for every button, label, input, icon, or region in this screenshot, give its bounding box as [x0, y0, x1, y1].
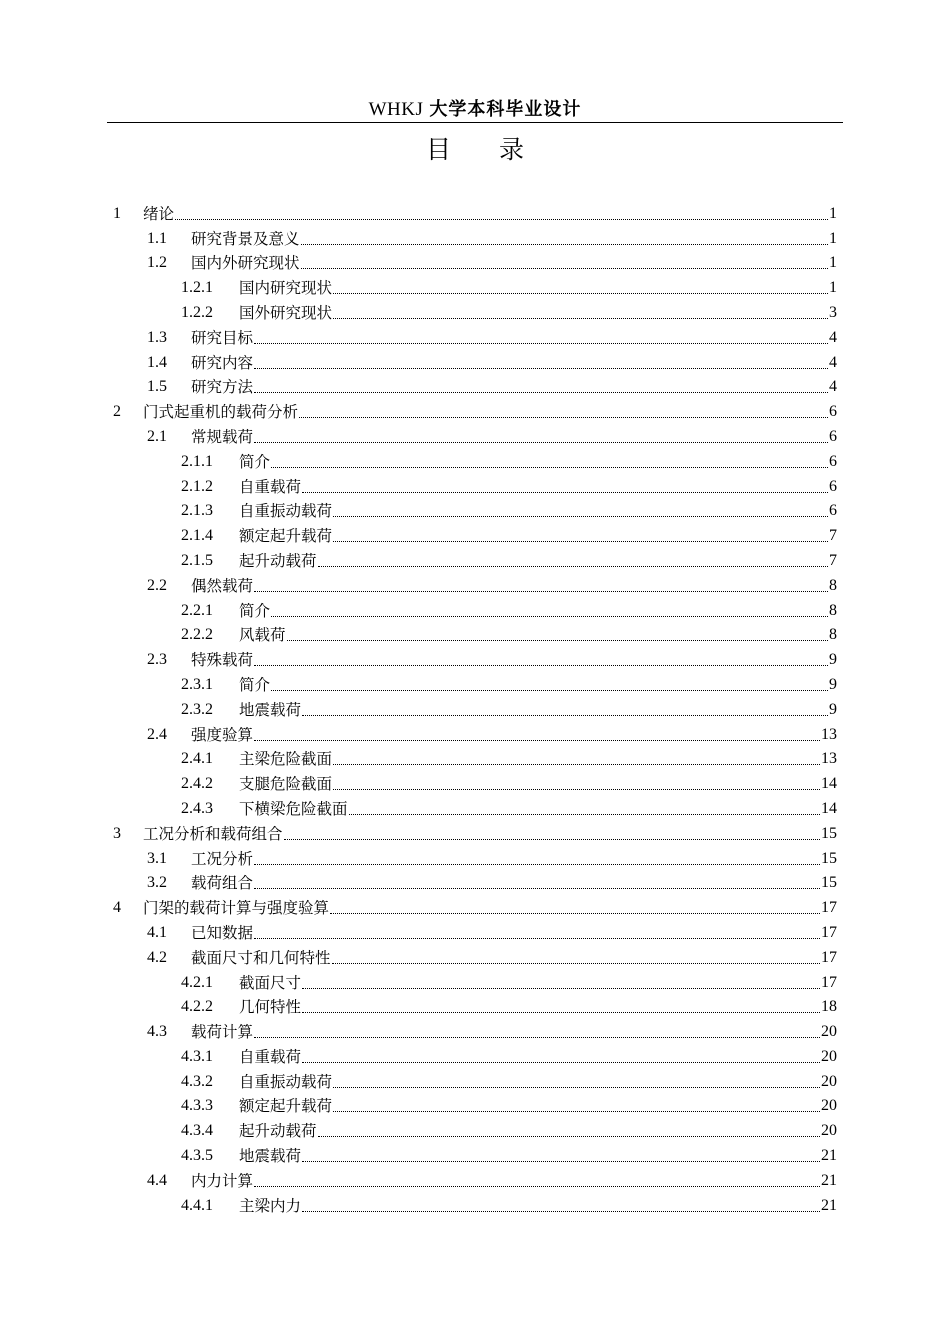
toc-entry-number: 2.2: [147, 576, 167, 594]
toc-dot-leader: [302, 988, 820, 989]
toc-entry[interactable]: [113, 298, 837, 323]
toc-entry-number: 2.1.1: [181, 452, 213, 470]
toc-entry[interactable]: [113, 993, 837, 1018]
toc-entry-title: 国内外研究现状: [191, 254, 300, 273]
toc-entry-page: 17: [821, 923, 837, 941]
toc-entry-page: 7: [829, 551, 837, 569]
toc-entry-title: 主梁危险截面: [239, 750, 333, 769]
toc-entry[interactable]: [113, 323, 837, 348]
toc-entry-title: 载荷计算: [191, 1023, 254, 1042]
toc-entry-number: 1.5: [147, 378, 167, 396]
toc-entry-title: 自重载荷: [239, 477, 302, 496]
toc-entry-page: 1: [829, 279, 837, 297]
toc-entry-number: 2.1.5: [181, 551, 213, 569]
toc-entry-title: 研究背景及意义: [191, 229, 300, 248]
toc-entry-number: 1: [113, 204, 121, 222]
toc-dot-leader: [254, 368, 828, 369]
toc-entry-title: 强度验算: [191, 725, 254, 744]
toc-entry[interactable]: [113, 596, 837, 621]
toc-entry[interactable]: [113, 869, 837, 894]
toc-dot-leader: [318, 566, 828, 567]
toc-entry-page: 8: [829, 626, 837, 644]
toc-entry-number: 1.2.2: [181, 303, 213, 321]
toc-entry[interactable]: [113, 794, 837, 819]
toc-dot-leader: [333, 516, 828, 517]
toc-entry-number: 4.3.2: [181, 1072, 213, 1090]
toc-entry-number: 1.2.1: [181, 279, 213, 297]
toc-dot-leader: [254, 392, 828, 393]
toc-entry[interactable]: [113, 1042, 837, 1067]
toc-entry-title: 简介: [239, 452, 271, 471]
toc-entry-title: 特殊载荷: [191, 651, 254, 670]
toc-entry-title: 自重振动载荷: [239, 1072, 333, 1091]
toc-dot-leader: [287, 640, 828, 641]
toc-entry[interactable]: [113, 422, 837, 447]
toc-entry-title: 地震载荷: [239, 700, 302, 719]
toc-dot-leader: [254, 343, 828, 344]
toc-dot-leader: [271, 616, 828, 617]
toc-entry-title: 研究目标: [191, 328, 254, 347]
toc-entry-page: 6: [829, 477, 837, 495]
toc-entry[interactable]: [113, 273, 837, 298]
toc-entry-page: 21: [821, 1196, 837, 1214]
toc-entry[interactable]: [113, 1166, 837, 1191]
toc-dot-leader: [301, 244, 828, 245]
header-rule: [107, 122, 843, 123]
toc-dot-leader: [301, 268, 828, 269]
toc-dot-leader: [330, 913, 820, 914]
toc-entry-title: 简介: [239, 601, 271, 620]
toc-entry-page: 20: [821, 1072, 837, 1090]
toc-entry[interactable]: [113, 373, 837, 398]
toc-dot-leader: [299, 417, 828, 418]
toc-entry-title: 门式起重机的载荷分析: [143, 403, 299, 422]
toc-entry-number: 4.2: [147, 948, 167, 966]
toc-entry-page: 15: [821, 824, 837, 842]
toc-entry[interactable]: [113, 819, 837, 844]
toc-entry-number: 2.3: [147, 651, 167, 669]
toc-entry-title: 内力计算: [191, 1171, 254, 1190]
toc-entry[interactable]: [113, 249, 837, 274]
toc-entry-number: 1.4: [147, 353, 167, 371]
toc-dot-leader: [333, 764, 820, 765]
toc-entry-page: 9: [829, 651, 837, 669]
toc-entry[interactable]: [113, 348, 837, 373]
toc-entry-number: 3.1: [147, 849, 167, 867]
page-header: [107, 96, 843, 122]
toc-entry[interactable]: [113, 943, 837, 968]
toc-entry-number: 2.4.1: [181, 750, 213, 768]
page-title: 目 录: [426, 135, 544, 164]
toc-dot-leader: [254, 740, 820, 741]
toc-entry-title: 自重载荷: [239, 1047, 302, 1066]
toc-dot-leader: [175, 219, 828, 220]
toc-entry-number: 2.3.2: [181, 700, 213, 718]
toc-entry-page: 15: [821, 849, 837, 867]
toc-entry-title: 工况分析和载荷组合: [143, 824, 283, 843]
toc-entry-page: 1: [829, 254, 837, 272]
toc-entry-number: 2: [113, 403, 121, 421]
toc-entry[interactable]: [113, 769, 837, 794]
toc-entry-title: 国外研究现状: [239, 303, 333, 322]
toc-entry-number: 2.4: [147, 725, 167, 743]
toc-entry-title: 主梁内力: [239, 1196, 302, 1215]
toc-entry[interactable]: [113, 1017, 837, 1042]
toc-entry-page: 6: [829, 427, 837, 445]
toc-entry-page: 17: [821, 973, 837, 991]
toc-entry-number: 2.4.2: [181, 775, 213, 793]
toc-entry[interactable]: [113, 1092, 837, 1117]
toc-entry-page: 8: [829, 576, 837, 594]
toc-dot-leader: [254, 1037, 820, 1038]
toc-entry[interactable]: [113, 224, 837, 249]
toc-entry-page: 13: [821, 725, 837, 743]
toc-dot-leader: [333, 293, 828, 294]
toc-entry-page: 21: [821, 1147, 837, 1165]
table-of-contents: [113, 199, 837, 1216]
toc-entry-number: 4.3.3: [181, 1097, 213, 1115]
toc-dot-leader: [254, 938, 820, 939]
toc-entry-number: 3: [113, 824, 121, 842]
toc-entry-number: 2.2.1: [181, 601, 213, 619]
toc-entry-title: 国内研究现状: [239, 279, 333, 298]
toc-dot-leader: [302, 492, 828, 493]
toc-entry-title: 简介: [239, 675, 271, 694]
toc-entry-number: 2.4.3: [181, 799, 213, 817]
toc-entry-title: 几何特性: [239, 998, 302, 1017]
toc-entry-number: 4.4.1: [181, 1196, 213, 1214]
toc-entry[interactable]: [113, 1116, 837, 1141]
toc-entry-number: 2.1.4: [181, 527, 213, 545]
toc-dot-leader: [271, 467, 828, 468]
toc-entry-page: 15: [821, 874, 837, 892]
toc-entry-number: 4.3: [147, 1023, 167, 1041]
toc-entry-title: 截面尺寸: [239, 973, 302, 992]
toc-entry[interactable]: [113, 695, 837, 720]
toc-entry[interactable]: [113, 918, 837, 943]
toc-entry-page: 4: [829, 353, 837, 371]
toc-entry-number: 1.3: [147, 328, 167, 346]
toc-entry-page: 20: [821, 1023, 837, 1041]
toc-entry[interactable]: [113, 571, 837, 596]
toc-entry-number: 4.1: [147, 923, 167, 941]
toc-entry-page: 6: [829, 403, 837, 421]
toc-entry[interactable]: [113, 199, 837, 224]
toc-entry-number: 2.1.2: [181, 477, 213, 495]
toc-dot-leader: [349, 814, 820, 815]
toc-entry-page: 6: [829, 502, 837, 520]
toc-dot-leader: [254, 591, 828, 592]
toc-dot-leader: [302, 1211, 820, 1212]
header-title: 大学本科毕业设计: [429, 99, 582, 120]
toc-dot-leader: [332, 963, 820, 964]
toc-entry-page: 18: [821, 998, 837, 1016]
toc-dot-leader: [302, 1161, 820, 1162]
toc-dot-leader: [302, 1062, 820, 1063]
toc-dot-leader: [254, 442, 828, 443]
toc-entry-number: 4.2.2: [181, 998, 213, 1016]
toc-entry-title: 研究内容: [191, 353, 254, 372]
toc-entry-title: 风载荷: [239, 626, 286, 645]
toc-entry-page: 7: [829, 527, 837, 545]
toc-entry-title: 起升动载荷: [239, 551, 317, 570]
toc-entry-title: 工况分析: [191, 849, 254, 868]
toc-dot-leader: [318, 1136, 820, 1137]
toc-entry-number: 2.1.3: [181, 502, 213, 520]
toc-dot-leader: [302, 715, 828, 716]
toc-entry-number: 4.4: [147, 1171, 167, 1189]
toc-entry[interactable]: [113, 397, 837, 422]
toc-entry-title: 额定起升载荷: [239, 1097, 333, 1116]
toc-entry-page: 9: [829, 700, 837, 718]
toc-dot-leader: [333, 541, 828, 542]
toc-entry-number: 2.3.1: [181, 675, 213, 693]
toc-entry[interactable]: [113, 670, 837, 695]
toc-entry[interactable]: [113, 621, 837, 646]
toc-entry-title: 门架的载荷计算与强度验算: [143, 899, 330, 918]
toc-entry[interactable]: [113, 497, 837, 522]
toc-entry[interactable]: [113, 546, 837, 571]
toc-entry[interactable]: [113, 968, 837, 993]
toc-entry-page: 13: [821, 750, 837, 768]
toc-entry-page: 4: [829, 378, 837, 396]
toc-entry-title: 起升动载荷: [239, 1122, 317, 1141]
toc-entry[interactable]: [113, 745, 837, 770]
toc-entry-number: 4.3.1: [181, 1047, 213, 1065]
toc-entry-page: 20: [821, 1097, 837, 1115]
toc-entry-page: 17: [821, 899, 837, 917]
toc-entry-title: 下横梁危险截面: [239, 799, 348, 818]
toc-entry-title: 研究方法: [191, 378, 254, 397]
toc-entry[interactable]: [113, 720, 837, 745]
toc-entry-title: 截面尺寸和几何特性: [191, 948, 331, 967]
toc-entry-page: 20: [821, 1122, 837, 1140]
header-school-code: WHKJ: [368, 99, 424, 120]
toc-entry-page: 1: [829, 229, 837, 247]
toc-entry-number: 1.2: [147, 254, 167, 272]
toc-entry-page: 3: [829, 303, 837, 321]
toc-entry-page: 9: [829, 675, 837, 693]
toc-dot-leader: [254, 888, 820, 889]
toc-entry-number: 4.3.5: [181, 1147, 213, 1165]
toc-dot-leader: [284, 839, 820, 840]
toc-entry-page: 6: [829, 452, 837, 470]
toc-entry-title: 自重振动载荷: [239, 502, 333, 521]
toc-entry-number: 4.3.4: [181, 1122, 213, 1140]
toc-entry-title: 支腿危险截面: [239, 775, 333, 794]
toc-entry[interactable]: [113, 521, 837, 546]
toc-entry[interactable]: [113, 645, 837, 670]
toc-entry-number: 4: [113, 899, 121, 917]
toc-entry-page: 21: [821, 1171, 837, 1189]
toc-entry-page: 14: [821, 799, 837, 817]
toc-entry-page: 20: [821, 1047, 837, 1065]
toc-entry-number: 1.1: [147, 229, 167, 247]
toc-entry[interactable]: [113, 893, 837, 918]
toc-dot-leader: [333, 1111, 820, 1112]
toc-entry-page: 4: [829, 328, 837, 346]
toc-dot-leader: [333, 1087, 820, 1088]
toc-entry[interactable]: [113, 472, 837, 497]
toc-dot-leader: [254, 864, 820, 865]
toc-entry-page: 1: [829, 204, 837, 222]
toc-entry[interactable]: [113, 447, 837, 472]
toc-entry-title: 载荷组合: [191, 874, 254, 893]
toc-entry-title: 额定起升载荷: [239, 527, 333, 546]
toc-entry-number: 2.1: [147, 427, 167, 445]
toc-dot-leader: [254, 665, 828, 666]
toc-entry[interactable]: [113, 1067, 837, 1092]
toc-dot-leader: [333, 318, 828, 319]
toc-entry-title: 绪论: [143, 204, 175, 223]
toc-entry[interactable]: [113, 1141, 837, 1166]
toc-entry[interactable]: [113, 844, 837, 869]
toc-dot-leader: [271, 690, 828, 691]
toc-entry-title: 偶然载荷: [191, 576, 254, 595]
toc-entry-number: 2.2.2: [181, 626, 213, 644]
toc-entry-page: 17: [821, 948, 837, 966]
toc-entry-title: 已知数据: [191, 923, 254, 942]
toc-entry[interactable]: [113, 1191, 837, 1216]
toc-dot-leader: [302, 1012, 820, 1013]
toc-entry-number: 3.2: [147, 874, 167, 892]
toc-entry-page: 14: [821, 775, 837, 793]
toc-entry-title: 地震载荷: [239, 1147, 302, 1166]
toc-entry-title: 常规载荷: [191, 427, 254, 446]
toc-dot-leader: [333, 789, 820, 790]
toc-dot-leader: [254, 1186, 820, 1187]
toc-entry-page: 8: [829, 601, 837, 619]
toc-entry-number: 4.2.1: [181, 973, 213, 991]
